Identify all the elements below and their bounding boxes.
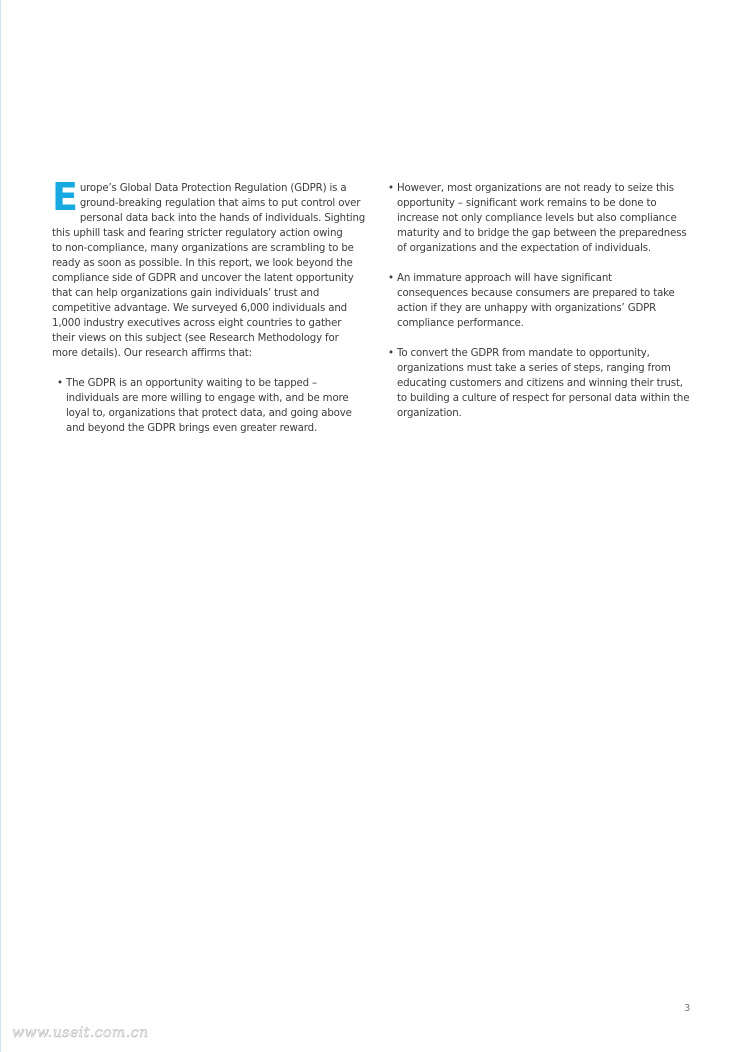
- bullet-item: [57, 376, 362, 436]
- text-line: 1,000 industry executives across eight countries to gather: [52, 318, 342, 329]
- text-line: and beyond the GDPR brings even greater reward.: [66, 423, 318, 434]
- text-line: competitive advantage. We surveyed 6,000 individuals and: [52, 303, 347, 314]
- text-line: organization.: [397, 408, 462, 419]
- bullet-icon: •: [388, 273, 394, 284]
- text-line: increase not only compliance levels but also compliance: [397, 213, 677, 224]
- text-line: more details). Our research affirms that:: [52, 348, 252, 359]
- text-line: that can help organizations gain individuals’ trust and: [52, 288, 320, 299]
- text-line: opportunity – significant work remains to be done to: [397, 198, 657, 209]
- text-line: consequences because consumers are prepared to take: [397, 288, 675, 299]
- text-line: loyal to, organizations that protect data, and going above: [66, 408, 352, 419]
- text-line: However, most organizations are not ready to seize this: [397, 183, 674, 194]
- bullet-icon: •: [388, 348, 394, 359]
- text-line: action if they are unhappy with organizations’ GDPR: [397, 303, 657, 314]
- left-column: [52, 175, 366, 436]
- bullet-icon: •: [388, 183, 394, 194]
- text-line: urope’s Global Data Protection Regulation (GDPR) is a: [79, 183, 347, 194]
- text-line: educating customers and citizens and winning their trust,: [397, 378, 683, 389]
- text-line: An immature approach will have significant: [397, 273, 613, 284]
- page-number: 3: [684, 1003, 691, 1014]
- text-line: maturity and to bridge the gap between the preparedness: [397, 228, 687, 239]
- text-line: compliance side of GDPR and uncover the latent opportunity: [52, 273, 354, 284]
- watermark: www.useit.com.cn: [12, 1025, 149, 1041]
- bullet-item: [388, 271, 698, 331]
- bullet-item: [388, 346, 698, 421]
- text-line: personal data back into the hands of individuals. Sighting: [79, 213, 366, 224]
- text-line: of organizations and the expectation of individuals.: [397, 243, 651, 254]
- text-line: to building a culture of respect for personal data within the: [397, 393, 690, 404]
- right-column: [388, 181, 698, 421]
- drop-cap: E: [52, 175, 78, 219]
- bullet-icon: •: [57, 378, 63, 389]
- page-edge: [0, 0, 1, 1052]
- intro-paragraph: [52, 175, 366, 361]
- text-line: their views on this subject (see Research Methodology for: [52, 333, 339, 344]
- bullet-item: [388, 181, 698, 256]
- text-line: this uphill task and fearing stricter regulatory action owing: [52, 228, 343, 239]
- text-line: The GDPR is an opportunity waiting to be tapped –: [66, 378, 318, 389]
- text-line: individuals are more willing to engage with, and be more: [66, 393, 349, 404]
- text-line: compliance performance.: [397, 318, 524, 329]
- text-line: ready as soon as possible. In this report, we look beyond the: [52, 258, 353, 269]
- text-line: to non-compliance, many organizations are scrambling to be: [52, 243, 354, 254]
- text-line: organizations must take a series of steps, ranging from: [397, 363, 671, 374]
- text-line: ground-breaking regulation that aims to put control over: [79, 198, 361, 209]
- text-line: To convert the GDPR from mandate to opportunity,: [397, 348, 650, 359]
